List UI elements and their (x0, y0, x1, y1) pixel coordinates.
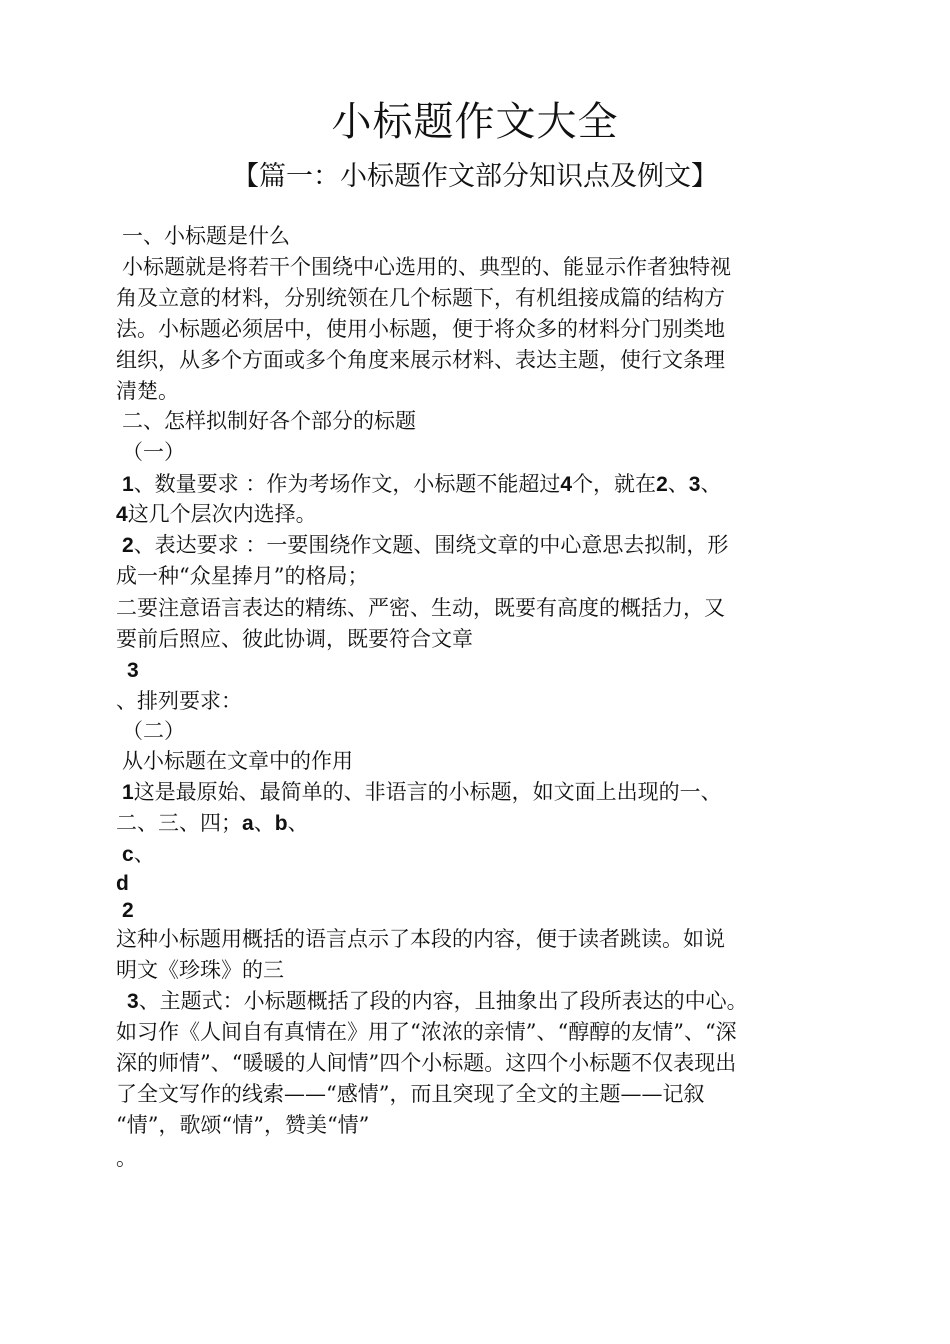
item-number: 2 (122, 534, 134, 557)
paragraph-line: 清楚。 (116, 379, 179, 403)
subsection-marker-2: （二） (122, 719, 185, 743)
paragraph-line: d (116, 872, 129, 895)
paragraph-line: “情”，歌颂“情”，赞美“情” (116, 1113, 370, 1137)
paragraph-line: 。 (116, 1146, 137, 1170)
document-title: 小标题作文大全 (331, 99, 619, 145)
paragraph-line: 法。小标题必须居中，使用小标题，便于将众多的材料分门别类地 (116, 317, 725, 341)
item-number: 1 (122, 473, 134, 496)
paragraph-line: 成一种“众星捧月”的格局； (116, 564, 369, 588)
paragraph-line: 从小标题在文章中的作用 (122, 749, 353, 773)
item-number: 3 (127, 659, 139, 682)
paragraph-line: 明文《珍珠》的三 (116, 958, 284, 982)
paragraph-line: 角及立意的材料，分别统领在几个标题下，有机组接成篇的结构方 (116, 286, 725, 310)
subsection-marker-1: （一） (122, 440, 185, 464)
document-subtitle: 【篇一：小标题作文部分知识点及例文】 (232, 161, 718, 192)
item-number: 2 (122, 899, 134, 922)
numbered-item-3: 1这是最原始、最简单的、非语言的小标题，如文面上出现的一、 (122, 780, 722, 804)
paragraph-line: c、 (122, 842, 155, 866)
paragraph-line: 4这几个层次内选择。 (116, 502, 317, 526)
item-number: 3 (127, 990, 139, 1013)
paragraph-line: 深的师情”、“暖暖的人间情”四个小标题。这四个小标题不仅表现出 (116, 1051, 737, 1075)
paragraph-line: 如习作《人间自有真情在》用了“浓浓的亲情”、“醇醇的友情”、“深 (116, 1020, 737, 1044)
paragraph-line: 组织，从多个方面或多个角度来展示材料、表达主题，使行文条理 (116, 348, 725, 372)
numbered-item-4: 3、主题式：小标题概括了段的内容，且抽象出了段所表达的中心。 (127, 989, 748, 1013)
item-number: 1 (122, 781, 134, 804)
paragraph-line: 小标题就是将若干个围绕中心选用的、典型的、能显示作者独特视 (122, 255, 731, 279)
section-heading-1: 一、小标题是什么 (122, 224, 290, 248)
paragraph-line: 二要注意语言表达的精练、严密、生动，既要有高度的概括力，又 (116, 596, 725, 620)
paragraph-line: 、排列要求： (116, 689, 242, 713)
paragraph-line: 要前后照应、彼此协调，既要符合文章 (116, 627, 473, 651)
numbered-item-1: 1、数量要求 ：作为考场作文，小标题不能超过4个，就在2、3、 (122, 472, 722, 496)
paragraph-line: 二、三、四；a、b、 (116, 811, 309, 835)
paragraph-line: 了全文写作的线索——“感情”，而且突现了全文的主题——记叙 (116, 1082, 705, 1106)
numbered-item-2: 2、表达要求 ：一要围绕作文题、围绕文章的中心意思去拟制，形 (122, 533, 729, 557)
paragraph-line: 这种小标题用概括的语言点示了本段的内容，便于读者跳读。如说 (116, 927, 725, 951)
section-heading-2: 二、怎样拟制好各个部分的标题 (122, 409, 416, 433)
